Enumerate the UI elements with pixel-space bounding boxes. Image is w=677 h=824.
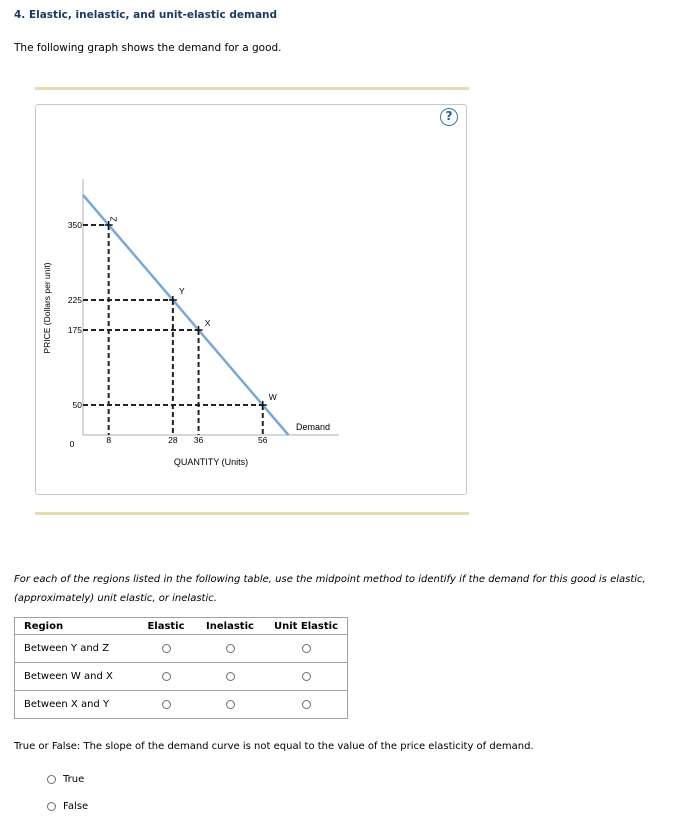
x-axis-label: QUANTITY (Units) xyxy=(173,457,249,467)
radio-yz-inelastic[interactable] xyxy=(226,644,235,653)
x-tick-label: 36 xyxy=(193,435,204,445)
question-title: 4. Elastic, inelastic, and unit-elastic demand xyxy=(14,9,278,21)
true-false-question: True or False: The slope of the demand curve is not equal to the value of the price elasticity of demand. xyxy=(14,741,534,752)
elasticity-table xyxy=(14,617,348,719)
y-tick-label: 350 xyxy=(67,220,82,230)
table-row xyxy=(15,635,348,663)
x-tick-label: 28 xyxy=(168,435,178,445)
table-row xyxy=(15,691,348,719)
option-false[interactable] xyxy=(47,801,88,812)
radio-xy-elastic[interactable] xyxy=(162,700,171,709)
option-true-label: True xyxy=(63,774,85,785)
radio-yz-elastic[interactable] xyxy=(162,644,171,653)
y-axis-label: PRICE (Dollars per unit) xyxy=(42,262,52,354)
radio-xy-inelastic[interactable] xyxy=(226,700,235,709)
point-label-x: X xyxy=(204,318,211,328)
header-region: Region xyxy=(15,618,138,635)
x-tick-label: 8 xyxy=(106,435,112,445)
radio-wx-inelastic[interactable] xyxy=(226,672,235,681)
radio-yz-unit-elastic[interactable] xyxy=(302,644,311,653)
y-tick-label: 50 xyxy=(72,400,82,410)
point-label-y: Y xyxy=(179,286,185,296)
radio-true[interactable] xyxy=(47,775,56,784)
origin-label: 0 xyxy=(69,439,75,449)
y-tick-label: 175 xyxy=(67,325,82,335)
option-true[interactable] xyxy=(47,774,84,785)
table-row xyxy=(15,663,348,691)
header-elastic: Elastic xyxy=(137,618,195,635)
header-unit-elastic: Unit Elastic xyxy=(265,618,348,635)
point-label-z: Z xyxy=(108,216,119,222)
bottom-divider xyxy=(35,512,469,515)
point-label-w: W xyxy=(268,392,277,402)
help-icon[interactable]: ? xyxy=(440,108,458,126)
question-intro: The following graph shows the demand for a good. xyxy=(14,42,282,54)
demand-series-label: Demand xyxy=(296,422,331,432)
demand-curve xyxy=(83,195,288,435)
y-tick-label: 225 xyxy=(67,295,82,305)
radio-wx-unit-elastic[interactable] xyxy=(302,672,311,681)
radio-false[interactable] xyxy=(47,802,56,811)
instructions: For each of the regions listed in the following table, use the midpoint method to identify if the demand for this good is elastic, (approximately) unit elastic, or inelastic. xyxy=(14,574,646,604)
row-region-label: Between Y and Z xyxy=(15,635,138,663)
radio-xy-unit-elastic[interactable] xyxy=(302,700,311,709)
radio-wx-elastic[interactable] xyxy=(162,672,171,681)
header-inelastic: Inelastic xyxy=(195,618,265,635)
option-false-label: False xyxy=(63,801,89,812)
row-region-label: Between W and X xyxy=(15,663,138,691)
x-tick-label: 56 xyxy=(258,435,268,445)
row-region-label: Between X and Y xyxy=(15,691,138,719)
